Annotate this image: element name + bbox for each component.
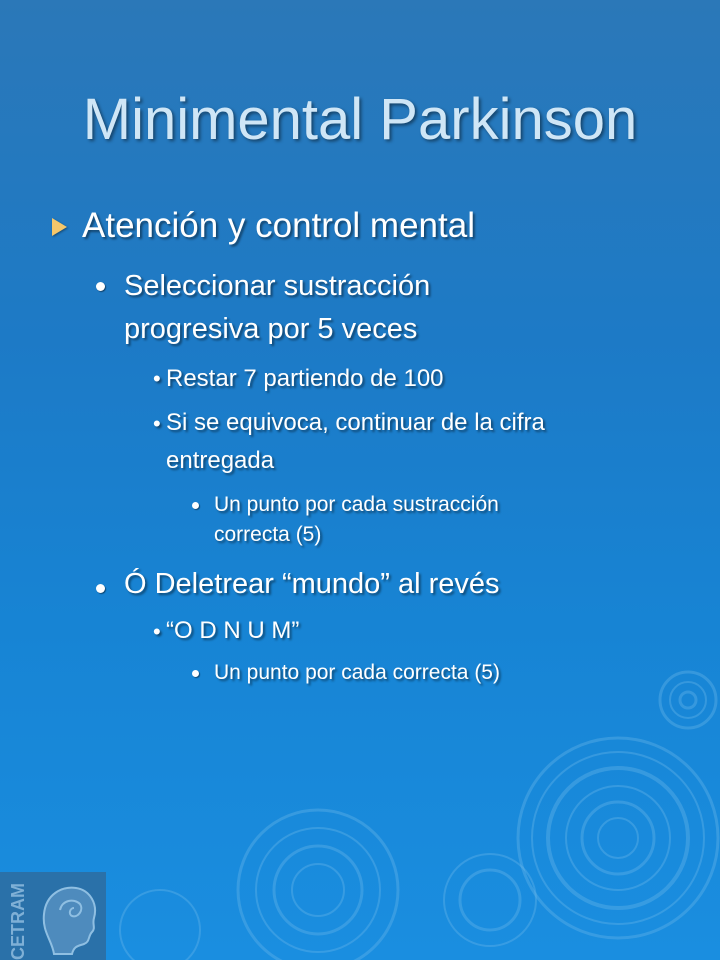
- bullet-text: Un punto por cada correcta (5): [214, 661, 500, 684]
- dot-bullet-icon: [96, 584, 105, 593]
- bullet-text: “O D N U M”: [166, 617, 300, 644]
- bullet-text-continued: correcta (5): [214, 523, 322, 546]
- bullet-text-continued: entregada: [166, 447, 275, 474]
- arrow-bullet-icon: [52, 218, 67, 236]
- dot-bullet-icon: [96, 282, 105, 291]
- bullet-text: Seleccionar sustracción: [124, 270, 431, 302]
- dash-bullet-icon: •: [153, 619, 161, 644]
- dash-bullet-icon: •: [153, 411, 161, 436]
- dot-bullet-icon: [192, 670, 199, 677]
- dash-bullet-icon: •: [153, 366, 161, 391]
- logo-text: CETRAM: [8, 883, 28, 960]
- head-logo-icon: [34, 880, 100, 956]
- bullet-text: Ó Deletrear “mundo” al revés: [124, 568, 500, 600]
- bullet-text: Si se equivoca, continuar de la cifra: [166, 409, 545, 436]
- bullet-text-continued: progresiva por 5 veces: [124, 313, 418, 345]
- bullet-text: Restar 7 partiendo de 100: [166, 365, 444, 392]
- bullet-text: Atención y control mental: [82, 206, 475, 245]
- bullet-text: Un punto por cada sustracción: [214, 493, 499, 516]
- dot-bullet-icon: [192, 502, 199, 509]
- slide-title: Minimental Parkinson: [82, 87, 638, 152]
